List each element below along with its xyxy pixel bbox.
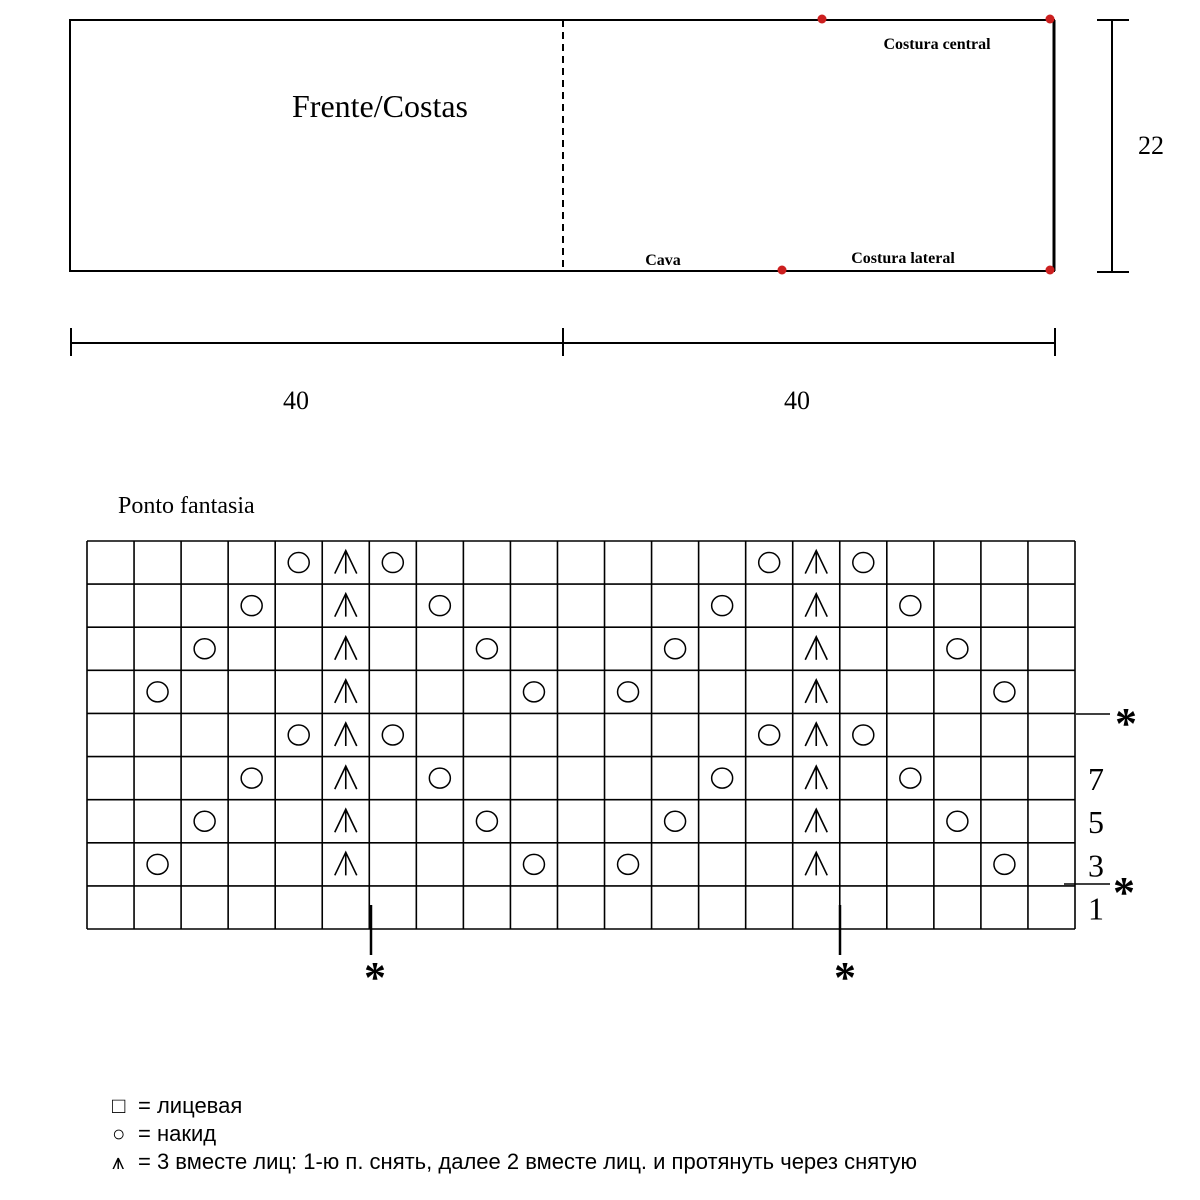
yarn-over-icon bbox=[147, 682, 168, 702]
yarn-over-icon bbox=[476, 639, 497, 659]
yarn-over-icon bbox=[947, 811, 968, 831]
yarn-over-icon bbox=[288, 553, 309, 573]
triple-decrease-icon bbox=[335, 637, 357, 660]
dim-height-label: 22 bbox=[1138, 131, 1164, 160]
yarn-over-icon bbox=[194, 811, 215, 831]
triple-decrease-icon bbox=[335, 809, 357, 832]
width-dimension bbox=[71, 328, 1055, 356]
seam-dots bbox=[778, 15, 1055, 275]
yarn-over-icon bbox=[665, 639, 686, 659]
legend-knit bbox=[112, 1093, 242, 1119]
yarn-over-icon bbox=[618, 854, 639, 874]
label-costura-lateral: Costura lateral bbox=[851, 250, 955, 267]
yarn-over-icon bbox=[476, 811, 497, 831]
yarn-over-icon bbox=[759, 725, 780, 745]
panel-label: Frente/Costas bbox=[292, 88, 468, 124]
yarn-over-icon bbox=[900, 596, 921, 616]
seam-dot-bottom-left bbox=[778, 266, 787, 275]
repeat-star-col-left: * bbox=[364, 953, 386, 1002]
triple-decrease-icon bbox=[335, 766, 357, 789]
chart-title: Ponto fantasia bbox=[118, 493, 255, 519]
triple-decrease-icon bbox=[805, 594, 827, 617]
dim-width-left-label: 40 bbox=[283, 386, 309, 415]
triple-decrease-icon bbox=[805, 680, 827, 703]
yarn-over-icon bbox=[429, 596, 450, 616]
seam-dot-bottom-right bbox=[1046, 266, 1055, 275]
garment-schematic bbox=[70, 20, 1054, 271]
yarn-over-icon bbox=[194, 639, 215, 659]
yarn-over-icon bbox=[853, 553, 874, 573]
yarn-over-icon bbox=[994, 854, 1015, 874]
triple-decrease-icon bbox=[335, 723, 357, 746]
legend-yarn-over bbox=[112, 1121, 216, 1147]
yarn-over-icon bbox=[382, 725, 403, 745]
triple-decrease-icon bbox=[805, 809, 827, 832]
height-dimension bbox=[1097, 20, 1129, 272]
row-number-label: 3 bbox=[1088, 847, 1104, 884]
label-costura-central: Costura central bbox=[883, 36, 991, 53]
row-number-label: 5 bbox=[1088, 804, 1104, 841]
stitch-chart-grid bbox=[87, 541, 1075, 929]
yarn-over-icon bbox=[759, 553, 780, 573]
repeat-star-row-upper: * bbox=[1115, 699, 1137, 748]
yarn-over-icon bbox=[712, 768, 733, 788]
legend-yo-text: = накид bbox=[138, 1121, 217, 1146]
yarn-over-icon bbox=[900, 768, 921, 788]
repeat-markers bbox=[371, 714, 1110, 955]
label-cava: Cava bbox=[645, 252, 681, 269]
yarn-over-icon bbox=[382, 553, 403, 573]
yarn-over-icon bbox=[241, 596, 262, 616]
yarn-over-icon bbox=[853, 725, 874, 745]
dim-width-right-label: 40 bbox=[784, 386, 810, 415]
yarn-over-icon bbox=[429, 768, 450, 788]
yarn-over-icon bbox=[712, 596, 733, 616]
triple-decrease-icon bbox=[805, 637, 827, 660]
repeat-star-row-lower: * bbox=[1113, 868, 1135, 917]
legend-knit-text: = лицевая bbox=[138, 1093, 243, 1118]
row-number-label: 7 bbox=[1088, 761, 1104, 798]
seam-dot-top-right bbox=[1046, 15, 1055, 24]
yarn-over-icon bbox=[147, 854, 168, 874]
legend-dec-text: = 3 вместе лиц: 1-ю п. снять, далее 2 вместе лиц. и протянуть через снятую bbox=[138, 1149, 918, 1174]
square-icon: □ bbox=[112, 1093, 126, 1118]
seam-dot-top-left bbox=[818, 15, 827, 24]
triple-decrease-icon bbox=[335, 594, 357, 617]
row-number-labels bbox=[1088, 761, 1104, 926]
triple-decrease-icon bbox=[805, 551, 827, 574]
row-number-label: 1 bbox=[1088, 890, 1104, 927]
triple-decrease-icon bbox=[335, 852, 357, 875]
repeat-star-col-right: * bbox=[834, 953, 856, 1002]
triple-decrease-icon bbox=[805, 766, 827, 789]
decrease-icon: ⩚ bbox=[112, 1149, 125, 1174]
yarn-over-icon bbox=[288, 725, 309, 745]
triple-decrease-icon bbox=[805, 852, 827, 875]
triple-decrease-icon bbox=[805, 723, 827, 746]
circle-icon: ○ bbox=[112, 1121, 126, 1146]
yarn-over-icon bbox=[523, 682, 544, 702]
yarn-over-icon bbox=[947, 639, 968, 659]
yarn-over-icon bbox=[241, 768, 262, 788]
triple-decrease-icon bbox=[335, 551, 357, 574]
legend-decrease bbox=[112, 1149, 917, 1175]
yarn-over-icon bbox=[618, 682, 639, 702]
yarn-over-icon bbox=[523, 854, 544, 874]
yarn-over-icon bbox=[994, 682, 1015, 702]
yarn-over-icon bbox=[665, 811, 686, 831]
triple-decrease-icon bbox=[335, 680, 357, 703]
